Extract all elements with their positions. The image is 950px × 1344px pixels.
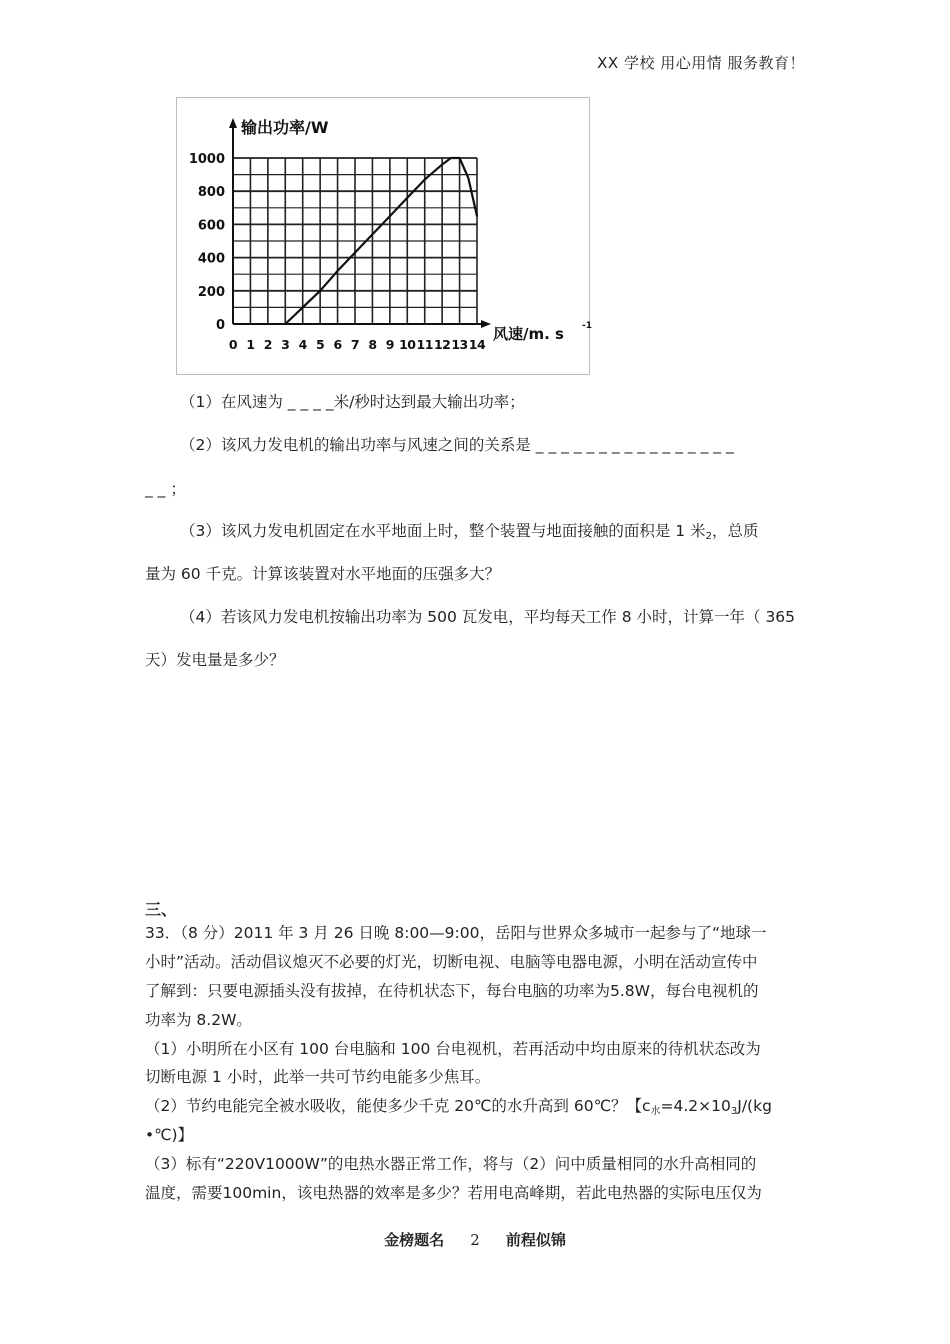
x-axis-label-superscript: -1 [582,321,592,331]
problem-33-line-4: 功率为 8.2W。 [145,1011,252,1029]
data-point [337,270,339,272]
problem-33-line-1: 33．（8 分）2011 年 3 月 26 日晚 8:00—9:00，岳阳与世界众多城市一起参与了“地球一 [145,924,767,942]
y-tick-label: 800 [197,185,225,201]
x-tick-label: 5 [316,337,325,352]
footer-right: 前程似锦 [505,1231,566,1249]
question-3-text: （3）该风力发电机固定在水平地面上时，整个装置与地面接触的面积是 1 米 [180,522,706,540]
question-3-exponent: 2 [705,531,712,542]
x-axis-arrow [481,320,491,328]
data-point [354,252,356,254]
water-subscript: 水 [650,1106,661,1117]
data-point [424,179,426,181]
data-point [467,177,469,179]
data-point [372,234,374,236]
question-3 [180,524,758,542]
x-axis-label: 风速/m. s [493,325,564,343]
x-tick-label: 0 [228,337,238,352]
sub-question-1: （1）小明所在小区有 100 台电脑和 100 台电视机，若再活动中均由原来的待机状态改为 [145,1040,761,1058]
question-3-cont: 量为 60 千克。计算该装置对水平地面的压强多大？ [145,565,501,583]
x-tick-label: 11 [416,337,433,352]
data-point [302,307,304,309]
data-point [476,215,478,217]
x-tick-label: 12 [433,337,451,352]
heat-capacity-value: =4.2×10 [660,1097,731,1115]
sub-question-1-cont: 切断电源 1 小时，此举一共可节约电能多少焦耳。 [145,1068,491,1086]
x-tick-label: 8 [368,337,377,352]
data-point [406,197,408,199]
page-footer [0,1229,950,1250]
y-tick-label: 400 [197,251,225,267]
power-wind-chart [176,97,590,375]
heat-capacity-exponent: 3 [730,1106,738,1117]
x-tick-label: 7 [350,337,360,352]
sub-question-2-cont: •℃)】 [145,1126,194,1144]
question-1: （1）在风速为 _ _ _ _米/秒时达到最大输出功率； [180,393,525,411]
x-tick-label: 6 [333,337,342,352]
data-point [389,215,391,217]
y-tick-label: 0 [215,318,225,333]
x-tick-label: 14 [468,337,486,352]
y-axis-label: 输出功率/W [241,118,329,137]
y-tick-label: 600 [197,218,225,234]
x-tick-label: 9 [385,337,394,352]
question-2: （2）该风力发电机的输出功率与风速之间的关系是 _ _ _ _ _ _ _ _ _ _ _ _ _ _ _ _ [180,436,734,454]
sub-question-2 [145,1099,772,1117]
data-point [319,290,321,292]
sub-question-3: （3）标有“220V1000W”的电热水器正常工作，将与（2）问中质量相同的水升高相同的 [145,1155,757,1173]
sub-question-2-text: （2）节约电能完全被水吸收，能使多少千克 20℃的水升高到 60℃？【c [145,1097,651,1115]
x-tick-label: 2 [263,337,272,352]
data-point [450,157,452,159]
data-point [441,164,443,166]
y-tick-label: 200 [197,284,225,300]
question-2-cont: _ _ ； [145,480,186,498]
page-number: 2 [470,1231,480,1249]
problem-33-line-2: 小时”活动。活动倡议熄灭不必要的灯光，切断电视、电脑等电器电源，小明在活动宣传中 [145,953,758,971]
x-tick-label: 4 [298,337,307,352]
sub-question-3-cont: 温度，需要100min，该电热器的效率是多少？若用电高峰期，若此电热器的实际电压仅为 [145,1184,762,1202]
page-header: XX 学校 用心用情 服务教育！ [597,54,805,72]
question-4-cont: 天）发电量是多少？ [145,651,285,669]
chart-svg [177,98,592,374]
footer-left: 金榜题名 [384,1231,445,1249]
section-heading: 三、 [145,900,178,919]
x-tick-label: 10 [399,337,416,352]
x-tick-label: 1 [246,337,255,352]
y-tick-label: 1000 [188,152,225,167]
x-tick-label: 3 [281,337,290,352]
data-point [459,157,461,159]
data-point [284,323,286,325]
question-4: （4）若该风力发电机按输出功率为 500 瓦发电，平均每天工作 8 小时，计算一年（ 365 [180,608,796,626]
problem-33-line-3: 了解到：只要电源插头没有拔掉，在待机状态下，每台电脑的功率为5.8W，每台电视机的 [145,982,759,1000]
question-3-text-end: ，总质 [711,522,759,540]
y-axis-arrow [229,118,237,128]
x-tick-label: 13 [451,337,468,352]
heat-capacity-unit: J/(kg [737,1097,772,1115]
